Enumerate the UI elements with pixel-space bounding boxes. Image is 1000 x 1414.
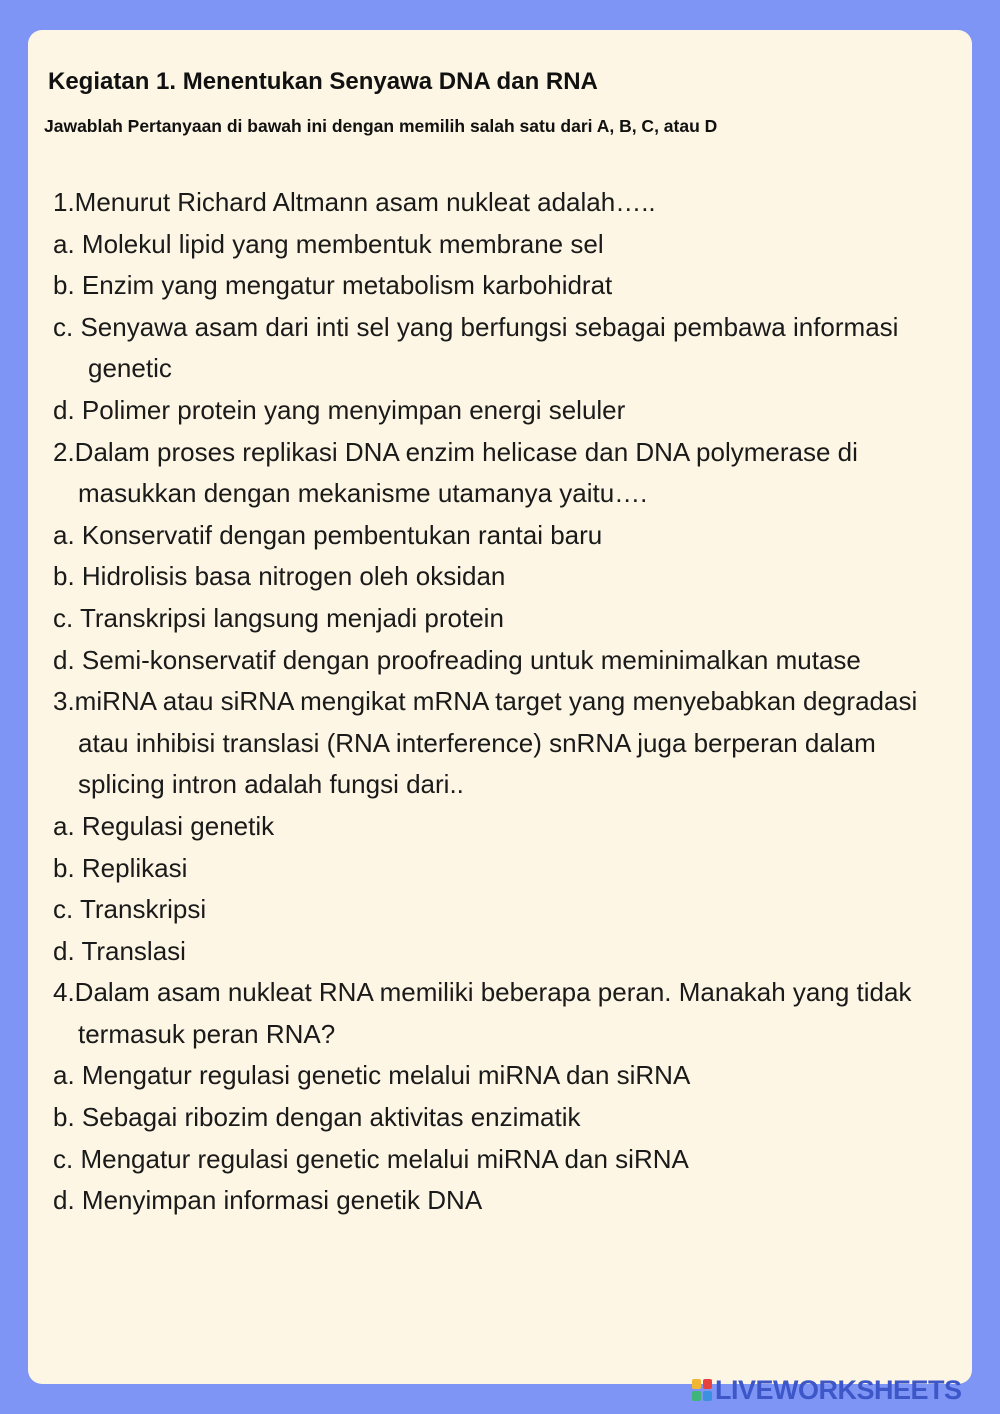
page-title: Kegiatan 1. Menentukan Senyawa DNA dan RNA (48, 68, 598, 95)
question-stem: 2.Dalam proses replikasi DNA enzim helicase dan DNA polymerase di masukkan dengan mekanisme utamanya yaitu…. (53, 436, 858, 509)
answer-option-c[interactable]: c. Mengatur regulasi genetic melalui miRNA dan siRNA (53, 1143, 689, 1174)
answer-option-b[interactable]: b. Sebagai ribozim dengan aktivitas enzimatik (53, 1102, 581, 1133)
answer-option-a[interactable]: a. Mengatur regulasi genetic melalui miRNA dan siRNA (53, 1060, 691, 1091)
answer-option-d[interactable]: d. Menyimpan informasi genetik DNA (53, 1185, 483, 1216)
logo-tile (692, 1379, 701, 1389)
question-stem: 4.Dalam asam nukleat RNA memiliki beberapa peran. Manakah yang tidak termasuk peran RNA? (53, 977, 912, 1049)
question-stem: 1.Menurut Richard Altmann asam nukleat adalah….. (53, 187, 656, 217)
question-3 (53, 681, 953, 972)
instruction-text: Jawablah Pertanyaan di bawah ini dengan memilih salah satu dari A, B, C, atau D (44, 116, 718, 136)
logo-tile (703, 1391, 712, 1401)
question-2 (53, 432, 953, 682)
answer-option-b[interactable]: b. Hidrolisis basa nitrogen oleh oksidan (53, 561, 506, 592)
question-list (53, 182, 953, 1222)
logo-tile (703, 1379, 712, 1389)
answer-option-d[interactable]: d. Semi-konservatif dengan proofreading untuk meminimalkan mutase (53, 644, 861, 675)
answer-option-b[interactable]: b. Replikasi (53, 852, 188, 883)
answer-option-c[interactable]: c. Senyawa asam dari inti sel yang berfungsi sebagai pembawa informasi genetic (53, 311, 899, 384)
question-stem: 3.miRNA atau siRNA mengikat mRNA target yang menyebabkan degradasi atau inhibisi translasi (RNA interference) snRNA juga berperan dalam splicing intron adalah fungsi dari.. (53, 686, 918, 800)
answer-option-a[interactable]: a. Molekul lipid yang membentuk membrane sel (53, 228, 604, 259)
answer-option-a[interactable]: a. Konservatif dengan pembentukan rantai baru (53, 519, 603, 550)
liveworksheets-brand[interactable] (692, 1374, 962, 1406)
question-4 (53, 972, 953, 1222)
answer-option-c[interactable]: c. Transkripsi langsung menjadi protein (53, 602, 504, 633)
answer-option-a[interactable]: a. Regulasi genetik (53, 810, 275, 841)
answer-option-d[interactable]: d. Translasi (53, 935, 186, 966)
answer-option-d[interactable]: d. Polimer protein yang menyimpan energi seluler (53, 394, 626, 425)
question-1 (53, 182, 953, 432)
answer-option-b[interactable]: b. Enzim yang mengatur metabolism karbohidrat (53, 270, 613, 301)
logo-tile (692, 1391, 701, 1401)
liveworksheets-logo-icon (692, 1379, 712, 1401)
answer-option-c[interactable]: c. Transkripsi (53, 894, 207, 925)
worksheet-card (28, 30, 972, 1384)
brand-name: LIVEWORKSHEETS (715, 1374, 962, 1405)
